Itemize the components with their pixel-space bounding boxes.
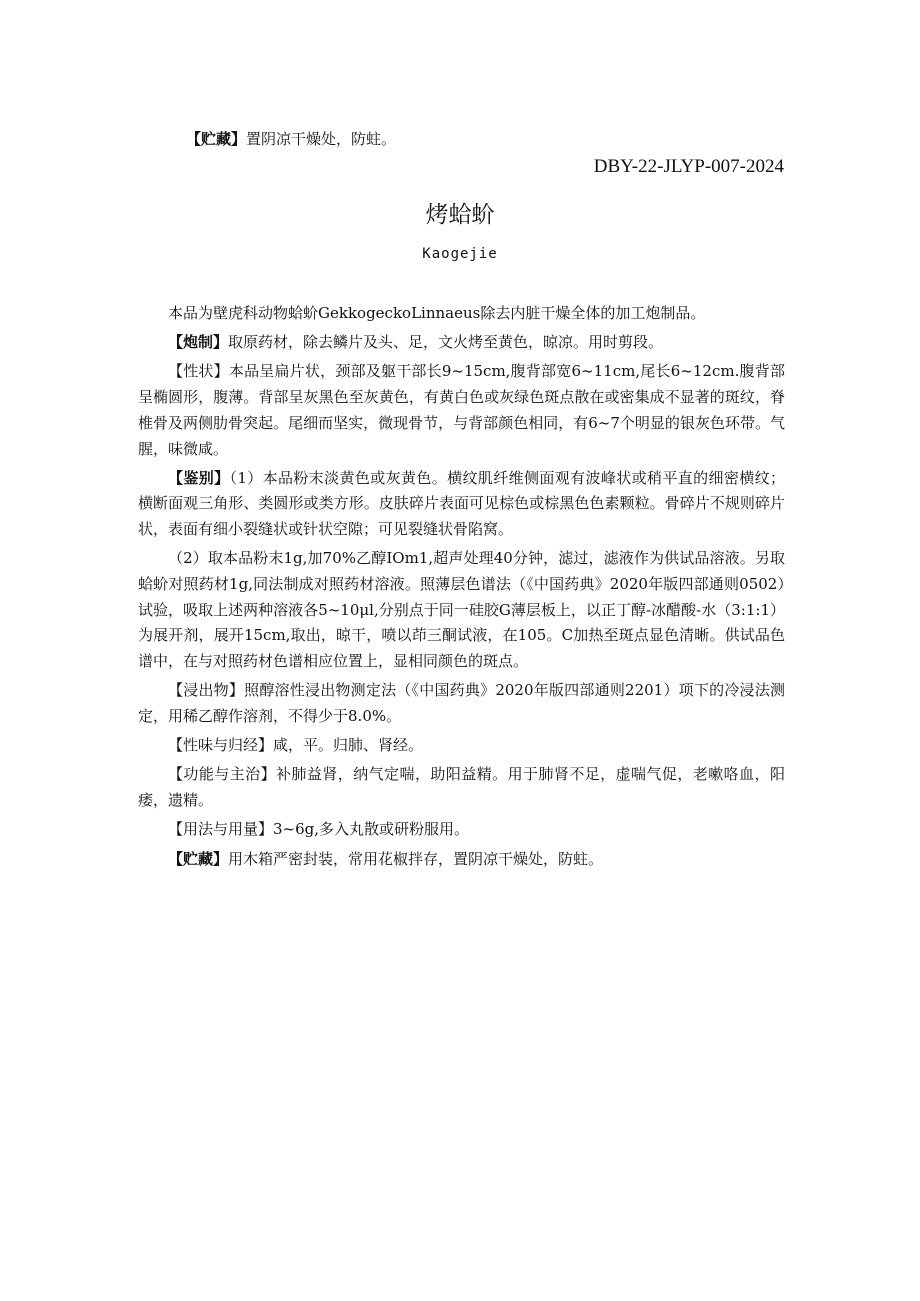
processing-text: 取原药材，除去鳞片及头、足，文火烤至黄色，晾凉。用时剪段。 [228, 333, 664, 352]
storage-label: 【贮藏】 [186, 130, 247, 148]
character-section [138, 359, 785, 462]
previous-storage-line [186, 128, 396, 150]
function-label: 【功能与主治】 [168, 765, 277, 784]
extract-section [138, 678, 785, 729]
character-label: 【性状】 [168, 362, 229, 381]
nature-label: 【性味与归经】 [168, 736, 274, 755]
usage-text: 3~6g,多入丸散或研粉服用。 [273, 820, 470, 839]
extract-label: 【浸出物】 [168, 681, 245, 700]
extract-text: 照醇溶性浸出物测定法（《中国药典》2020年版四部通则2201）项下的冷浸法测定，用稀乙醇作溶剂，不得少于8.0%。 [138, 681, 785, 726]
nature-section [138, 733, 785, 759]
usage-section [138, 817, 785, 843]
storage-text: 置阴凉干燥处，防蛀。 [246, 130, 397, 148]
document-code: DBY-22-JLYP-007-2024 [593, 156, 784, 177]
identification-text-1: （1）本品粉末淡黄色或灰黄色。横纹肌纤维侧面观有波峰状或稍平直的细密横纹；横断面观三角形、类圆形或类方形。皮肤碎片表面可见棕色或棕黑色色素颗粒。骨碎片不规则碎片状，表面有细小裂缝状或针状空隙；可见裂缝状骨陷窝。 [138, 468, 785, 539]
processing-label: 【炮制】 [168, 333, 229, 352]
storage-section [138, 847, 785, 873]
storage-section-text: 用木箱严密封装，常用花椒拌存，置阴凉干燥处，防蛀。 [228, 849, 604, 868]
function-text: 补肺益肾，纳气定喘，助阳益精。用于肺肾不足，虚喘气促，老嗽咯血，阳痿，遗精。 [138, 765, 785, 810]
processing-section [138, 330, 785, 356]
monograph-body [138, 301, 785, 876]
character-text: 本品呈扁片状，颈部及躯干部长9~15cm,腹背部宽6~11cm,尾长6~12cm.腹背部呈椭圆形，腹薄。背部呈灰黑色至灰黄色，有黄白色或灰绿色斑点散在或密集成不显著的斑纹，脊椎骨及两侧肋骨突起。尾细而坚实，微现骨节，与背部颜色相同，有6~7个明显的银灰色环带。气腥，味微咸。 [138, 362, 785, 458]
pinyin-subtitle: Kaogejie [422, 246, 498, 262]
storage-section-label: 【贮藏】 [168, 849, 229, 868]
usage-label: 【用法与用量】 [168, 820, 274, 839]
identification-section [138, 466, 785, 543]
nature-text: 咸，平。归肺、肾经。 [273, 736, 424, 755]
identification-text-2: （2）取本品粉末1g,加70%乙醇IOm1,超声处理40分钟，滤过，滤液作为供试品溶液。另取蛤蚧对照药材1g,同法制成对照药材溶液。照薄层色谱法（《中国药典》2020年版四部通则0502）试验，吸取上述两种溶液各5~10μl,分别点于同一硅胶G薄层板上，以正丁醇-冰醋酸-水（3:1:1）为展开剂，展开15cm,取出，晾干，喷以茚三酮试液，在105。C加热至斑点显色清晰。供试品色谱中，在与对照药材色谱相应位置上，显相同颜色的斑点。 [138, 549, 785, 671]
identification-label: 【鉴别】 [168, 468, 230, 487]
identification-section-2 [138, 546, 785, 675]
page-title: 烤蛤蚧 [425, 202, 495, 228]
function-section [138, 762, 785, 813]
intro-paragraph: 本品为壁虎科动物蛤蚧GekkogeckoLinnaeus除去内脏干燥全体的加工炮制品。 [168, 304, 706, 322]
